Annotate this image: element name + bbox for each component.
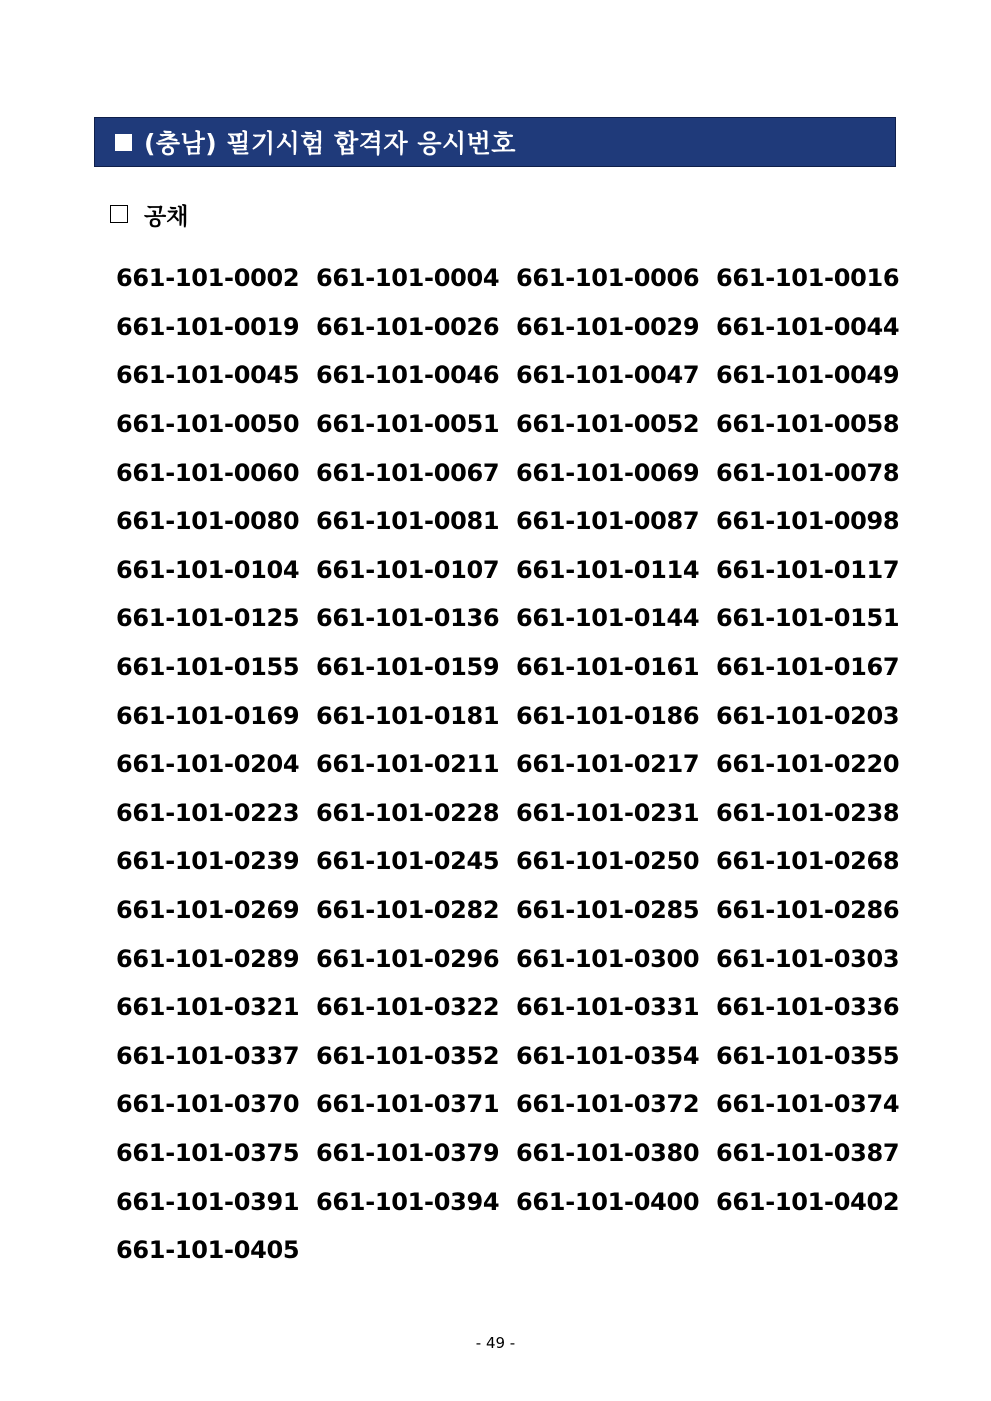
applicant-number: 661-101-0006 xyxy=(516,264,700,293)
applicant-number: 661-101-0098 xyxy=(716,507,900,536)
applicant-number: 661-101-0239 xyxy=(116,847,300,876)
applicant-number: 661-101-0104 xyxy=(116,555,300,584)
applicant-number: 661-101-0047 xyxy=(516,361,700,390)
applicant-number: 661-101-0223 xyxy=(116,798,300,827)
applicant-number: 661-101-0231 xyxy=(516,798,700,827)
applicant-number: 661-101-0159 xyxy=(316,653,500,682)
applicant-number: 661-101-0372 xyxy=(516,1090,700,1119)
applicant-number: 661-101-0217 xyxy=(516,750,700,779)
applicant-number: 661-101-0282 xyxy=(316,896,500,925)
applicant-number: 661-101-0268 xyxy=(716,847,900,876)
applicant-number: 661-101-0303 xyxy=(716,944,900,973)
applicant-number: 661-101-0336 xyxy=(716,993,900,1022)
applicant-number: 661-101-0204 xyxy=(116,750,300,779)
applicant-number: 661-101-0169 xyxy=(116,701,300,730)
applicant-number: 661-101-0114 xyxy=(516,555,700,584)
applicant-number: 661-101-0238 xyxy=(716,798,900,827)
applicant-number: 661-101-0374 xyxy=(716,1090,900,1119)
applicant-number: 661-101-0370 xyxy=(116,1090,300,1119)
applicant-number: 661-101-0087 xyxy=(516,507,700,536)
applicant-number: 661-101-0107 xyxy=(316,555,500,584)
applicant-number: 661-101-0379 xyxy=(316,1138,500,1167)
applicant-number: 661-101-0045 xyxy=(116,361,300,390)
applicant-number: 661-101-0371 xyxy=(316,1090,500,1119)
applicant-number: 661-101-0002 xyxy=(116,264,300,293)
applicant-number: 661-101-0321 xyxy=(116,993,300,1022)
subsection-label: 공채 xyxy=(144,203,189,230)
page-title: (충남) 필기시험 합격자 응시번호 xyxy=(144,129,516,158)
applicant-number: 661-101-0375 xyxy=(116,1138,300,1167)
applicant-number: 661-101-0019 xyxy=(116,312,300,341)
applicant-number: 661-101-0380 xyxy=(516,1138,700,1167)
applicant-number-list xyxy=(116,254,906,1274)
applicant-number: 661-101-0250 xyxy=(516,847,700,876)
applicant-number: 661-101-0016 xyxy=(716,264,900,293)
applicant-number: 661-101-0067 xyxy=(316,458,500,487)
applicant-number: 661-101-0391 xyxy=(116,1187,300,1216)
applicant-number: 661-101-0144 xyxy=(516,604,700,633)
applicant-number: 661-101-0069 xyxy=(516,458,700,487)
applicant-number: 661-101-0004 xyxy=(316,264,500,293)
applicant-number: 661-101-0387 xyxy=(716,1138,900,1167)
applicant-number: 661-101-0046 xyxy=(316,361,500,390)
applicant-number: 661-101-0394 xyxy=(316,1187,500,1216)
applicant-number: 661-101-0220 xyxy=(716,750,900,779)
applicant-number: 661-101-0161 xyxy=(516,653,700,682)
applicant-number: 661-101-0352 xyxy=(316,1041,500,1070)
applicant-number: 661-101-0285 xyxy=(516,896,700,925)
applicant-number: 661-101-0026 xyxy=(316,312,500,341)
applicant-number: 661-101-0044 xyxy=(716,312,900,341)
empty-square-icon xyxy=(110,205,128,223)
applicant-number: 661-101-0322 xyxy=(316,993,500,1022)
filled-square-icon xyxy=(115,134,132,151)
applicant-number: 661-101-0136 xyxy=(316,604,500,633)
applicant-number: 661-101-0060 xyxy=(116,458,300,487)
applicant-number: 661-101-0228 xyxy=(316,798,500,827)
applicant-number: 661-101-0058 xyxy=(716,410,900,439)
applicant-number: 661-101-0052 xyxy=(516,410,700,439)
applicant-number: 661-101-0050 xyxy=(116,410,300,439)
applicant-number: 661-101-0296 xyxy=(316,944,500,973)
applicant-number: 661-101-0289 xyxy=(116,944,300,973)
applicant-number: 661-101-0051 xyxy=(316,410,500,439)
subsection-heading xyxy=(110,197,188,231)
applicant-number: 661-101-0337 xyxy=(116,1041,300,1070)
applicant-number: 661-101-0331 xyxy=(516,993,700,1022)
applicant-number: 661-101-0300 xyxy=(516,944,700,973)
applicant-number: 661-101-0081 xyxy=(316,507,500,536)
applicant-number: 661-101-0245 xyxy=(316,847,500,876)
applicant-number: 661-101-0354 xyxy=(516,1041,700,1070)
section-title-bar xyxy=(94,117,896,167)
applicant-number: 661-101-0203 xyxy=(716,701,900,730)
page-number: - 49 - xyxy=(475,1334,516,1352)
applicant-number: 661-101-0080 xyxy=(116,507,300,536)
applicant-number: 661-101-0181 xyxy=(316,701,500,730)
applicant-number: 661-101-0117 xyxy=(716,555,900,584)
applicant-number: 661-101-0029 xyxy=(516,312,700,341)
applicant-number: 661-101-0402 xyxy=(716,1187,900,1216)
applicant-number: 661-101-0186 xyxy=(516,701,700,730)
applicant-number: 661-101-0355 xyxy=(716,1041,900,1070)
applicant-number: 661-101-0167 xyxy=(716,653,900,682)
applicant-number: 661-101-0151 xyxy=(716,604,900,633)
applicant-number: 661-101-0400 xyxy=(516,1187,700,1216)
applicant-number: 661-101-0155 xyxy=(116,653,300,682)
applicant-number: 661-101-0078 xyxy=(716,458,900,487)
applicant-number: 661-101-0286 xyxy=(716,896,900,925)
applicant-number: 661-101-0125 xyxy=(116,604,300,633)
applicant-number: 661-101-0049 xyxy=(716,361,900,390)
applicant-number: 661-101-0405 xyxy=(116,1236,300,1265)
applicant-number: 661-101-0211 xyxy=(316,750,500,779)
applicant-number: 661-101-0269 xyxy=(116,896,300,925)
